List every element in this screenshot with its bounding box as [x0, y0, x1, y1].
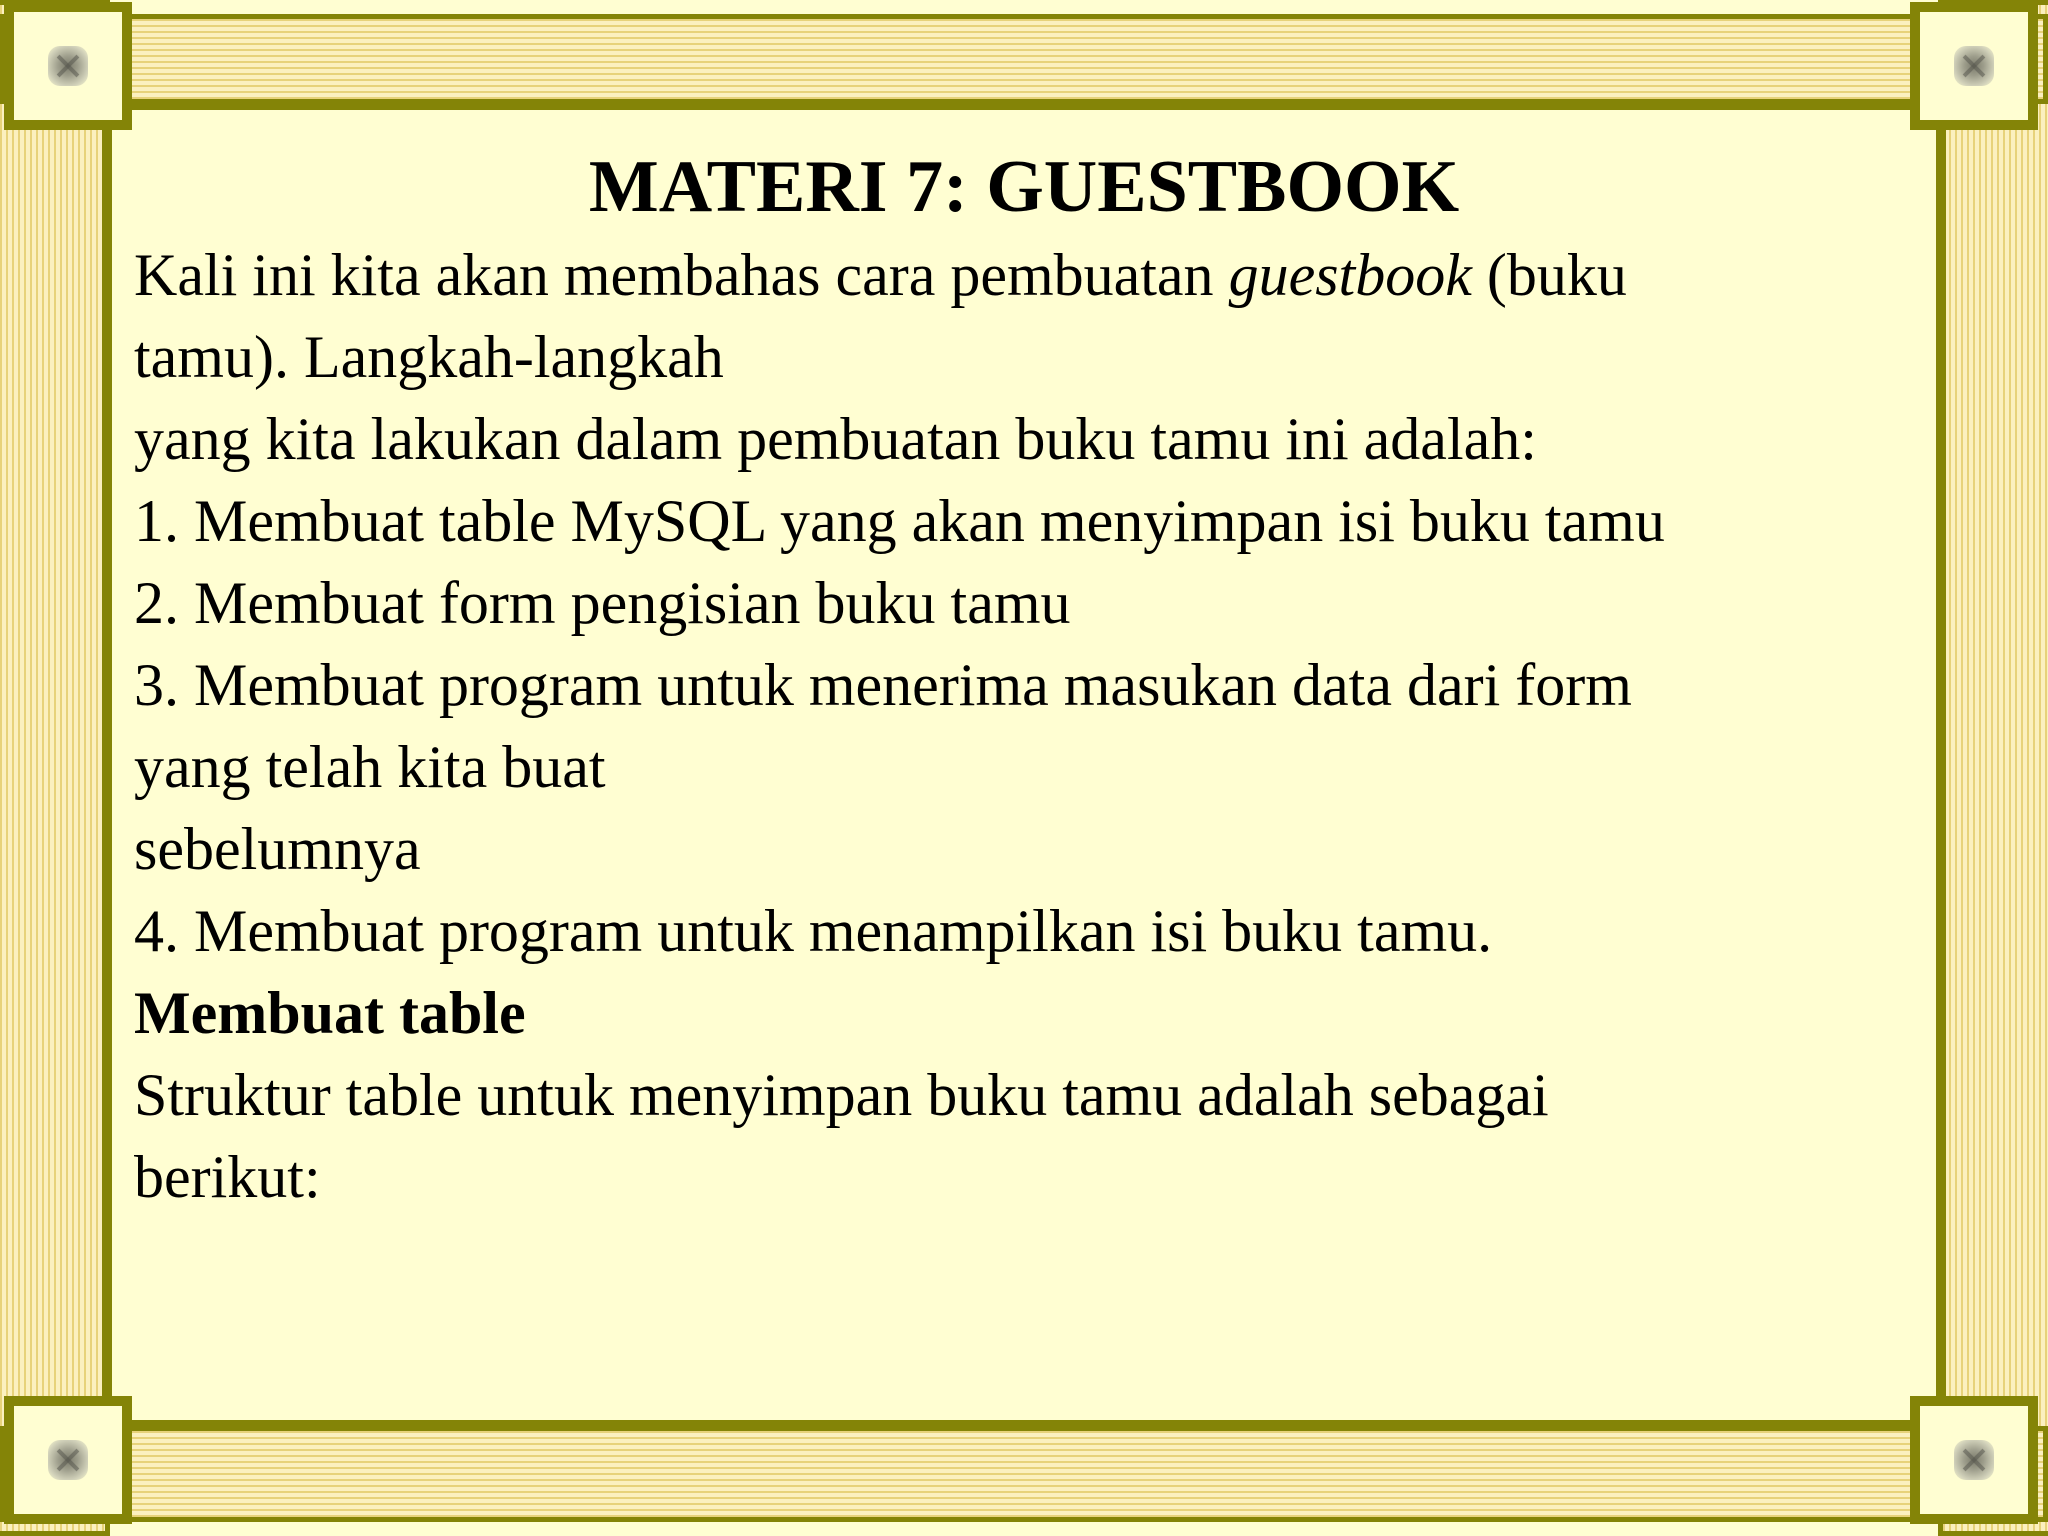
corner-knob-icon [1954, 1440, 1994, 1480]
corner-top-right [1910, 2, 2038, 130]
intro-line-1 [134, 234, 1914, 316]
step-line: 3. Membuat program untuk menerima masukan data dari form [134, 652, 1632, 718]
frame-bottom-band [0, 1426, 2048, 1522]
intro-line-3: yang kita lakukan dalam pembuatan buku tamu ini adalah: [134, 406, 1537, 472]
step-line: yang telah kita buat [134, 734, 606, 800]
frame-top-band [0, 14, 2048, 104]
corner-knob-icon [48, 46, 88, 86]
intro-italic-term: guestbook [1228, 242, 1472, 308]
step-line: 1. Membuat table MySQL yang akan menyimpan isi buku tamu [134, 488, 1665, 554]
intro-text: Kali ini kita akan membahas cara pembuatan [134, 242, 1229, 308]
corner-knob-icon [48, 1440, 88, 1480]
section-text-line: berikut: [134, 1144, 321, 1210]
section-text-line: Struktur table untuk menyimpan buku tamu adalah sebagai [134, 1062, 1549, 1128]
section-heading: Membuat table [134, 980, 526, 1046]
corner-bottom-left [4, 1396, 132, 1524]
corner-top-left [4, 2, 132, 130]
slide-title: MATERI 7: GUESTBOOK [588, 146, 1460, 228]
intro-line-2: tamu). Langkah-langkah [134, 324, 724, 390]
step-line: sebelumnya [134, 816, 421, 882]
slide-body [134, 234, 1914, 1218]
step-line: 2. Membuat form pengisian buku tamu [134, 570, 1071, 636]
step-line: 4. Membuat program untuk menampilkan isi buku tamu. [134, 898, 1493, 964]
corner-knob-icon [1954, 46, 1994, 86]
intro-text-end: (buku [1471, 242, 1627, 308]
corner-bottom-right [1910, 1396, 2038, 1524]
